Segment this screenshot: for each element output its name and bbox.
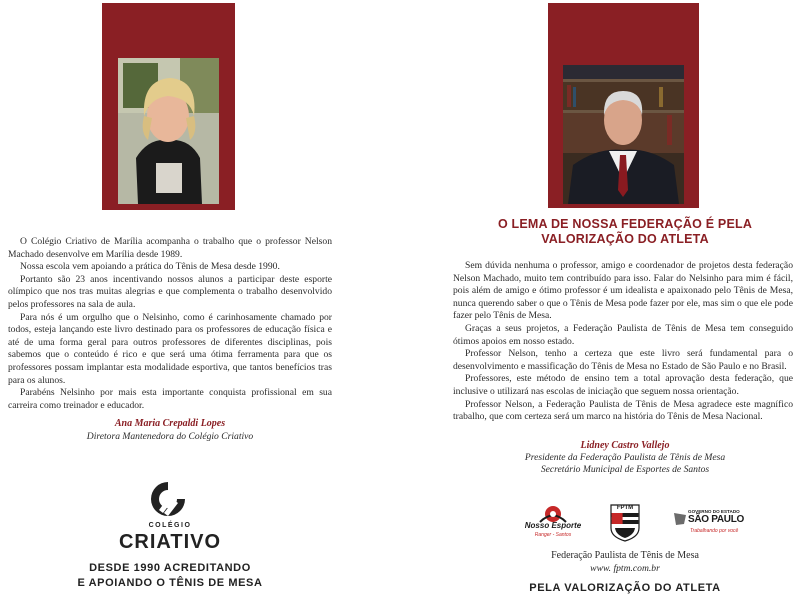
- right-tagline: PELA VALORIZAÇÃO DO ATLETA: [529, 582, 721, 594]
- gov-main-text: SÃO PAULO: [688, 514, 745, 525]
- left-letter-body: [8, 236, 332, 412]
- left-paragraph: O Colégio Criativo de Marília acompanha o trabalho que o professor Nelson Machado desenvolve em Marília desde 1989.: [8, 236, 332, 260]
- left-paragraph: Parabéns Nelsinho por mais esta importante conquista profissional em sua carreira como treinador e educador.: [8, 387, 332, 411]
- gov-top-text: GOVERNO DO ESTADO: [688, 509, 740, 514]
- right-paragraph: Sem dúvida nenhuma o professor, amigo e coordenador de projetos desta federação Nelson Machado, muito tem contribuído para isso. Falar do Nelsinho para mim é fácil, pois além de amigo e ótimo professor é um idealista e apaixonado pelo Tênis de Mesa, nunca querendo saber o que o Tênis de Mesa pode fazer por ele, mas sim o que ele pode fazer pelo Tênis de Mesa.: [453, 260, 793, 322]
- right-heading-line2: VALORIZAÇÃO DO ATLETA: [541, 232, 709, 246]
- federation-website: www. fptm.com.br: [590, 563, 660, 574]
- signature-name-right: Lidney Castro Vallejo: [580, 440, 670, 451]
- criativo-logo-icon: [149, 480, 187, 518]
- criativo-logo-small-text: COLÉGIO: [148, 522, 192, 529]
- signature-role-right-2: Secretário Municipal de Esportes de Santos: [540, 464, 710, 475]
- left-paragraph: Portanto são 23 anos incentivando nossos alunos a participar deste esporte olímpico que nos tras muitas alegrias e que complementa o trabalho desenvolvido pelos professores na sala de aula.: [8, 273, 332, 310]
- governo-sao-paulo-logo: [672, 509, 748, 539]
- fptm-logo: [610, 504, 640, 542]
- right-paragraph: Professor Nelson, a Federação Paulista de Tênis de Mesa agradece este magnífico trabalho, que com certeza será um marco na história do Tênis de Mesa Nacional.: [453, 398, 793, 423]
- left-paragraph: Nossa escola vem apoiando a prática do Tênis de Mesa desde 1990.: [20, 261, 280, 273]
- fptm-logo-text: FPTM: [616, 505, 634, 511]
- federation-name: Federação Paulista de Tênis de Mesa: [551, 550, 699, 561]
- portrait-photo-lidney: [563, 65, 684, 204]
- nosso-esporte-subtext: Ranger - Santos: [534, 532, 572, 538]
- right-paragraph: Graças a seus projetos, a Federação Paulista de Tênis de Mesa tem conseguido ótimos apoios em nosso estado.: [453, 322, 793, 347]
- signature-name-left: Ana Maria Crepaldi Lopes: [114, 418, 226, 429]
- left-tagline-line1: DESDE 1990 ACREDITANDO: [89, 562, 251, 574]
- right-letter-body: [453, 260, 793, 424]
- left-tagline-line2: E APOIANDO O TÊNIS DE MESA: [77, 577, 263, 589]
- right-paragraph: Professor Nelson, tenho a certeza que este livro será fundamental para o desenvolvimento e massificação do Tênis de Mesa no Estado de São Paulo e no Brasil.: [453, 348, 793, 372]
- nosso-esporte-logo: [522, 505, 584, 541]
- signature-role-left: Diretora Mantenedora do Colégio Criativo: [86, 431, 254, 442]
- nosso-esporte-text: Nosso Esporte: [524, 521, 582, 530]
- gov-sub-text: Trabalhando por você: [690, 528, 739, 534]
- left-paragraph: Para nós é um orgulho que o Nelsinho, como é carinhosamente chamado por todos, esteja lançando este livro destinado para os professores de educação física e até de uma forma geral para outros professores de diferentes disciplinas, pois sabemos que o conteúdo é rico e que será uma ótima ferramenta para que os professores possam implantar esta modalidade esportiva, que tantos benefícios tras para os alunos.: [8, 311, 332, 386]
- portrait-photo-ana-maria: [118, 58, 219, 204]
- criativo-logo-big-text: CRIATIVO: [118, 531, 222, 553]
- signature-role-right-1: Presidente da Federação Paulista de Tênis de Mesa: [524, 452, 726, 463]
- right-paragraph: Professores, este método de ensino tem a total aprovação desta federação, que inclusive o utilizará nas escolas de iniciação que seguem nossa orientação.: [453, 373, 793, 397]
- right-heading-line1: O LEMA DE NOSSA FEDERAÇÃO É PELA: [497, 217, 753, 231]
